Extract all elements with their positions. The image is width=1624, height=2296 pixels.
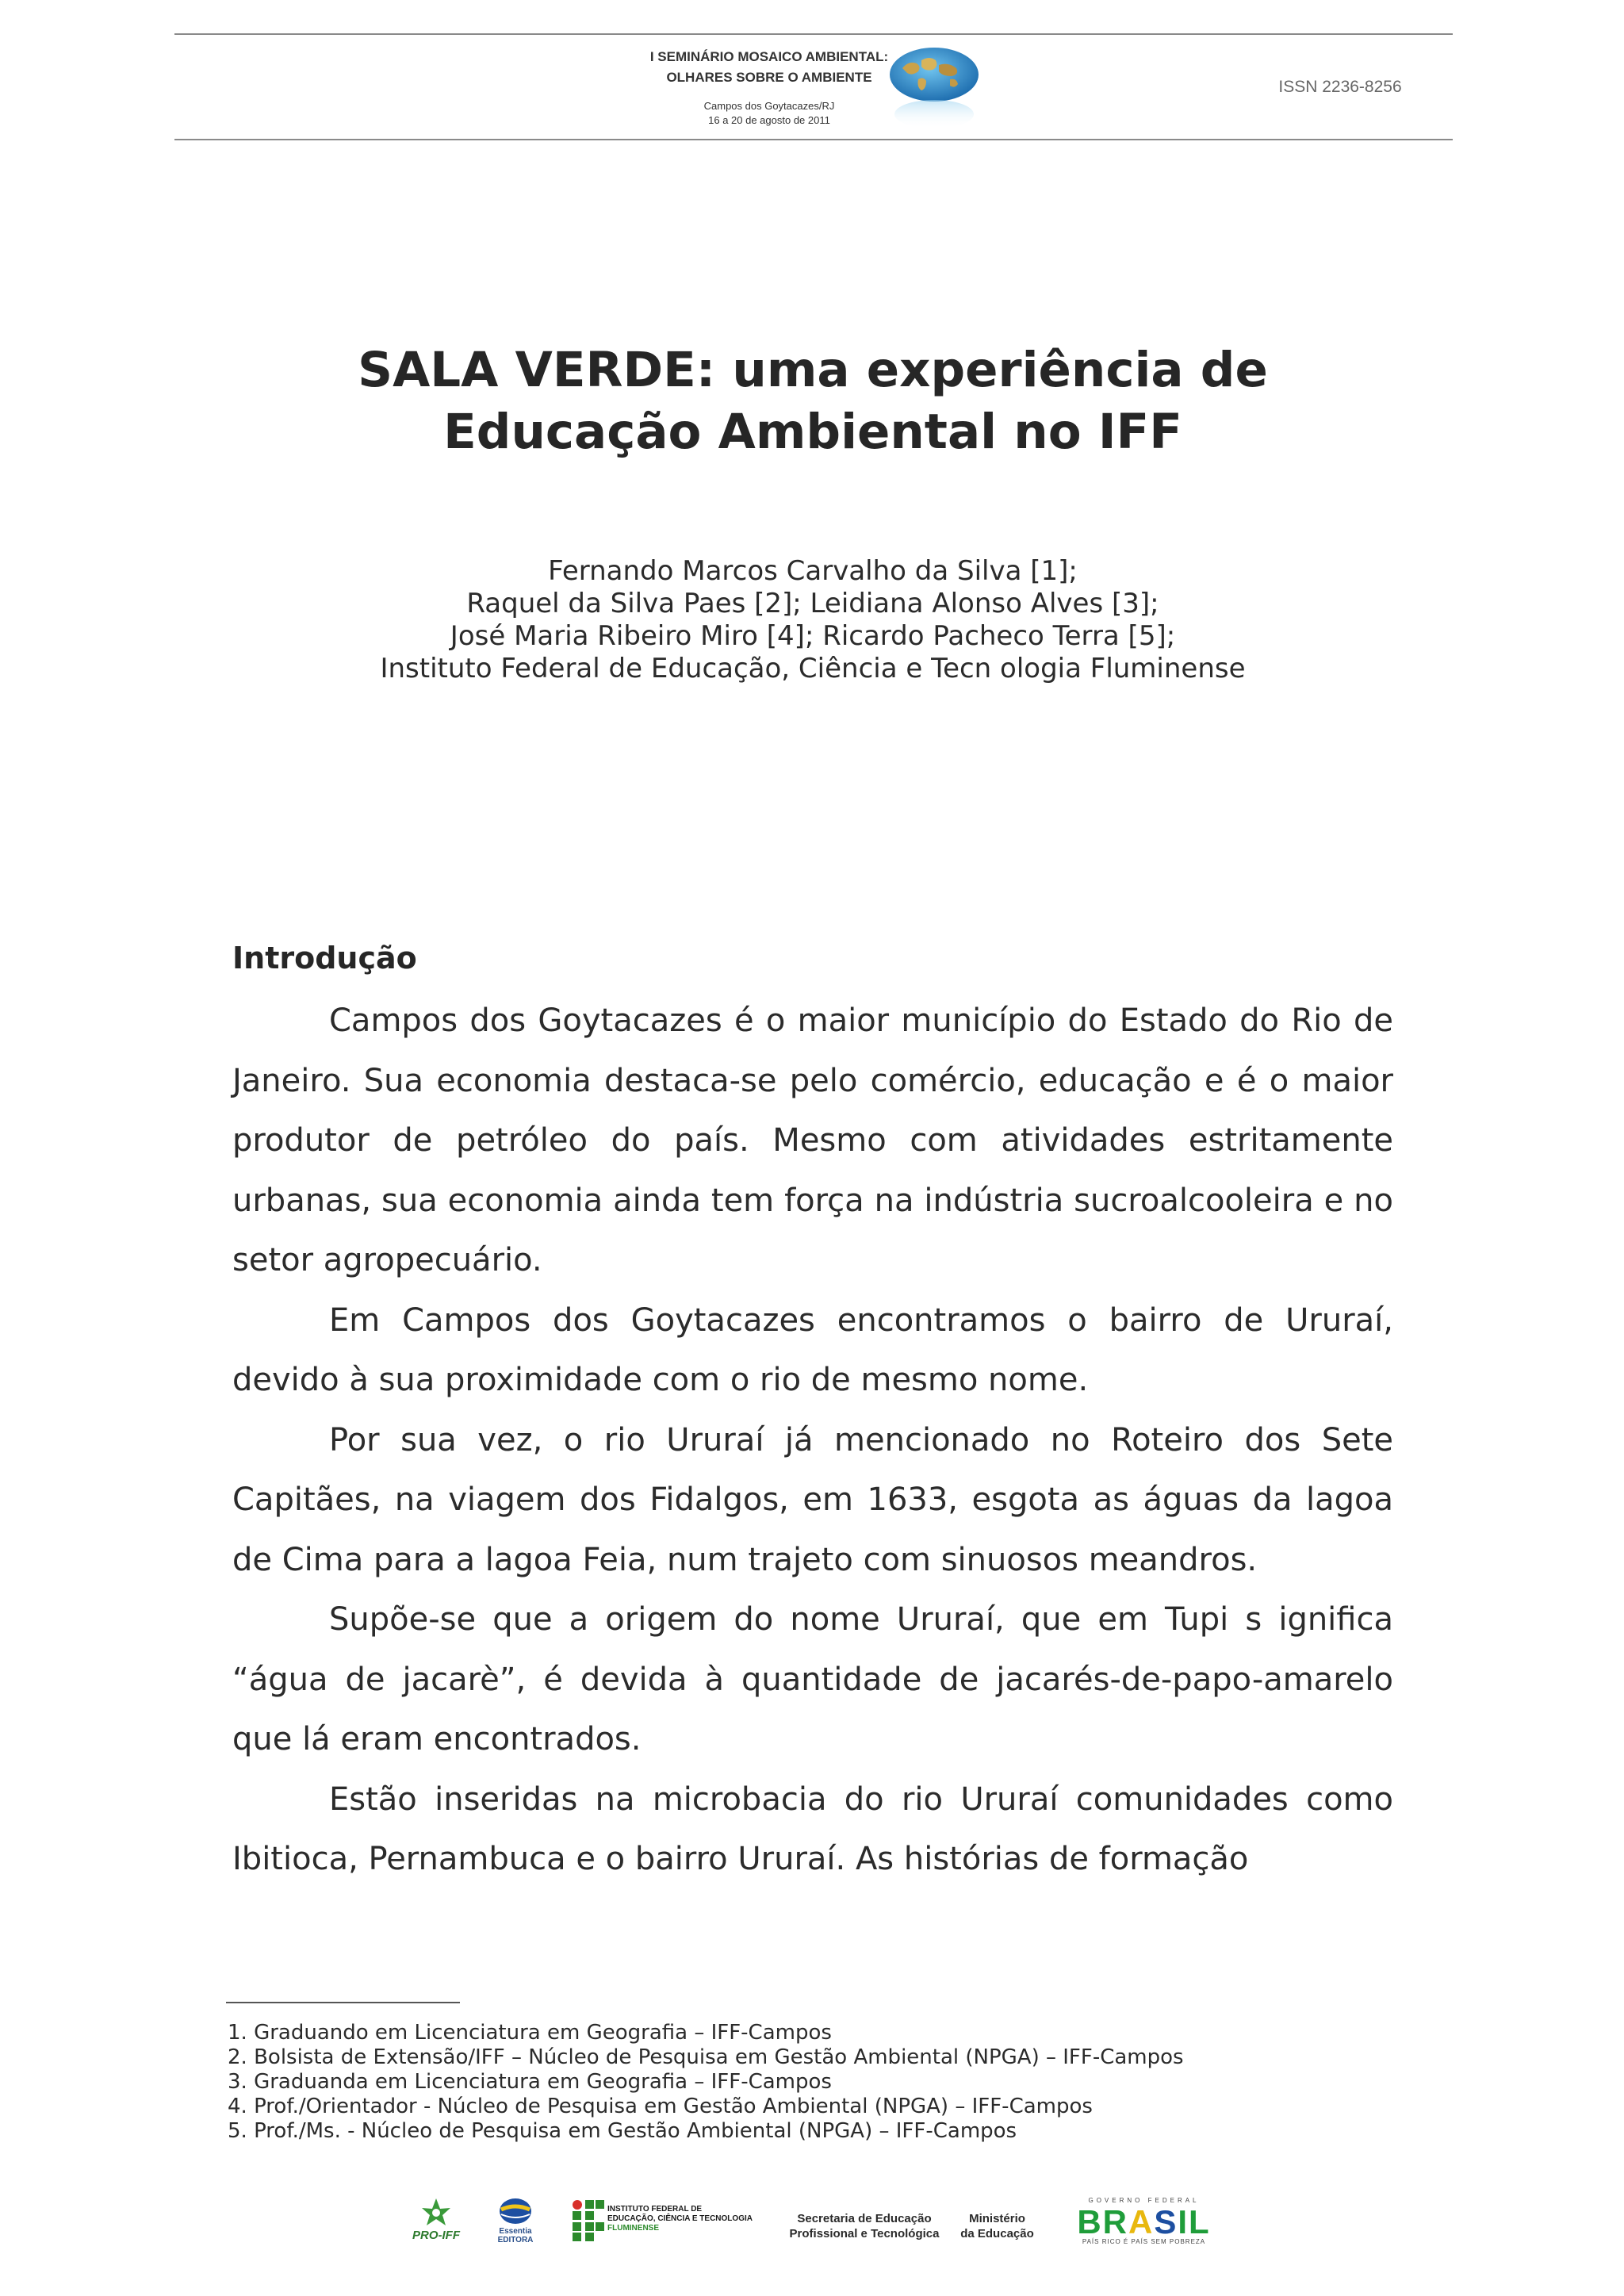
author-affiliation: Instituto Federal de Educação, Ciência e Tecn ologia Fluminense <box>380 653 1246 684</box>
essentia-label: Essentia EDITORA <box>497 2227 534 2244</box>
pro-iff-label: PRO-IFF <box>412 2229 460 2242</box>
brasil-gov-logo <box>1074 2197 1213 2244</box>
paragraph: Supõe-se que a origem do nome Ururaí, que em Tupi s ignifica “água de jacarè”, é devida à quantidade de jacarés-de-papo-amarelo que lá eram encontrados. <box>232 1601 1393 1757</box>
footnotes <box>228 2021 1417 2144</box>
pro-iff-star-icon <box>400 2197 472 2229</box>
author-line: José Maria Ribeiro Miro [4]; Ricardo Pacheco Terra [5]; <box>450 620 1176 652</box>
event-title-line1: I SEMINÁRIO MOSAICO AMBIENTAL: <box>649 49 889 64</box>
iff-name-line2: EDUCAÇÃO, CIÊNCIA E TECNOLOGIA <box>607 2214 753 2223</box>
globe-logo-icon <box>887 44 982 132</box>
mec-line1: Ministério <box>969 2212 1025 2225</box>
event-title-line2: OLHARES SOBRE O AMBIENTE <box>666 70 872 85</box>
paragraph: Estão inseridas na microbacia do rio Ururaí comunidades como Ibitioca, Pernambuca e o bairro Ururaí. As histórias de formação <box>232 1780 1393 1877</box>
iff-grid-icon <box>571 2198 604 2241</box>
iff-name-line1: INSTITUTO FEDERAL DE <box>607 2205 703 2214</box>
paper-title-line2: Educação Ambiental no IFF <box>443 404 1182 460</box>
footnote: 4. Prof./Orientador - Núcleo de Pesquisa em Gestão Ambiental (NPGA) – IFF-Campos <box>228 2095 1093 2118</box>
event-dates: 16 a 20 de agosto de 2011 <box>708 114 830 126</box>
paragraph: Campos dos Goytacazes é o maior município do Estado do Rio de Janeiro. Sua economia destaca-se pelo comércio, educação e é o maior produtor de petróleo do país. Mesmo com atividades estritamente urbanas, sua economia ainda tem força na indústria sucroalcooleira e no setor agropecuário. <box>232 1002 1393 1278</box>
setec-line1: Secretaria de Educação <box>797 2212 932 2225</box>
section-body <box>232 991 1393 1890</box>
brasil-gov-label: GOVERNO FEDERAL <box>1088 2197 1200 2204</box>
paragraph: Em Campos dos Goytacazes encontramos o bairro de Ururaí, devido à sua proximidade com o rio de mesmo nome. <box>232 1301 1393 1398</box>
footnote: 1. Graduando em Licenciatura em Geografia – IFF-Campos <box>228 2021 832 2045</box>
brasil-wordmark: BRASIL <box>1077 2203 1211 2240</box>
header-bottom-rule <box>174 139 1453 140</box>
brasil-slogan: PAÍS RICO É PAÍS SEM POBREZA <box>1082 2238 1206 2245</box>
mec-logo <box>952 2211 1043 2241</box>
setec-line2: Profissional e Tecnológica <box>789 2227 940 2240</box>
author-line: Raquel da Silva Paes [2]; Leidiana Alonso Alves [3]; <box>466 588 1159 619</box>
footnote: 3. Graduanda em Licenciatura em Geografia – IFF-Campos <box>228 2070 832 2094</box>
mec-line2: da Educação <box>960 2227 1034 2240</box>
issn-label: ISSN 2236-8256 <box>1278 78 1402 96</box>
event-city: Campos dos Goytacazes/RJ <box>703 100 835 112</box>
author-line: Fernando Marcos Carvalho da Silva [1]; <box>548 555 1078 587</box>
essentia-logo <box>488 2197 543 2244</box>
essentia-globe-icon <box>488 2197 543 2227</box>
pro-iff-logo <box>400 2197 472 2244</box>
footnote: 5. Prof./Ms. - Núcleo de Pesquisa em Gestão Ambiental (NPGA) – IFF-Campos <box>228 2119 1017 2143</box>
paper-title <box>206 339 1419 463</box>
setec-logo <box>785 2211 944 2241</box>
iff-name-line3: FLUMINENSE <box>607 2224 659 2233</box>
author-list <box>206 555 1419 685</box>
footnote-rule <box>226 2002 460 2003</box>
iff-logo <box>571 2198 781 2244</box>
footnote: 2. Bolsista de Extensão/IFF – Núcleo de Pesquisa em Gestão Ambiental (NPGA) – IFF-Campos <box>228 2045 1184 2069</box>
section-heading: Introdução <box>232 941 417 976</box>
paragraph: Por sua vez, o rio Ururaí já mencionado no Roteiro dos Sete Capitães, na viagem dos Fidalgos, em 1633, esgota as águas da lagoa de Cima para a lagoa Feia, num trajeto com sinuosos meandros. <box>232 1421 1393 1578</box>
paper-title-line1: SALA VERDE: uma experiência de <box>358 342 1268 398</box>
header-top-rule <box>174 33 1453 35</box>
